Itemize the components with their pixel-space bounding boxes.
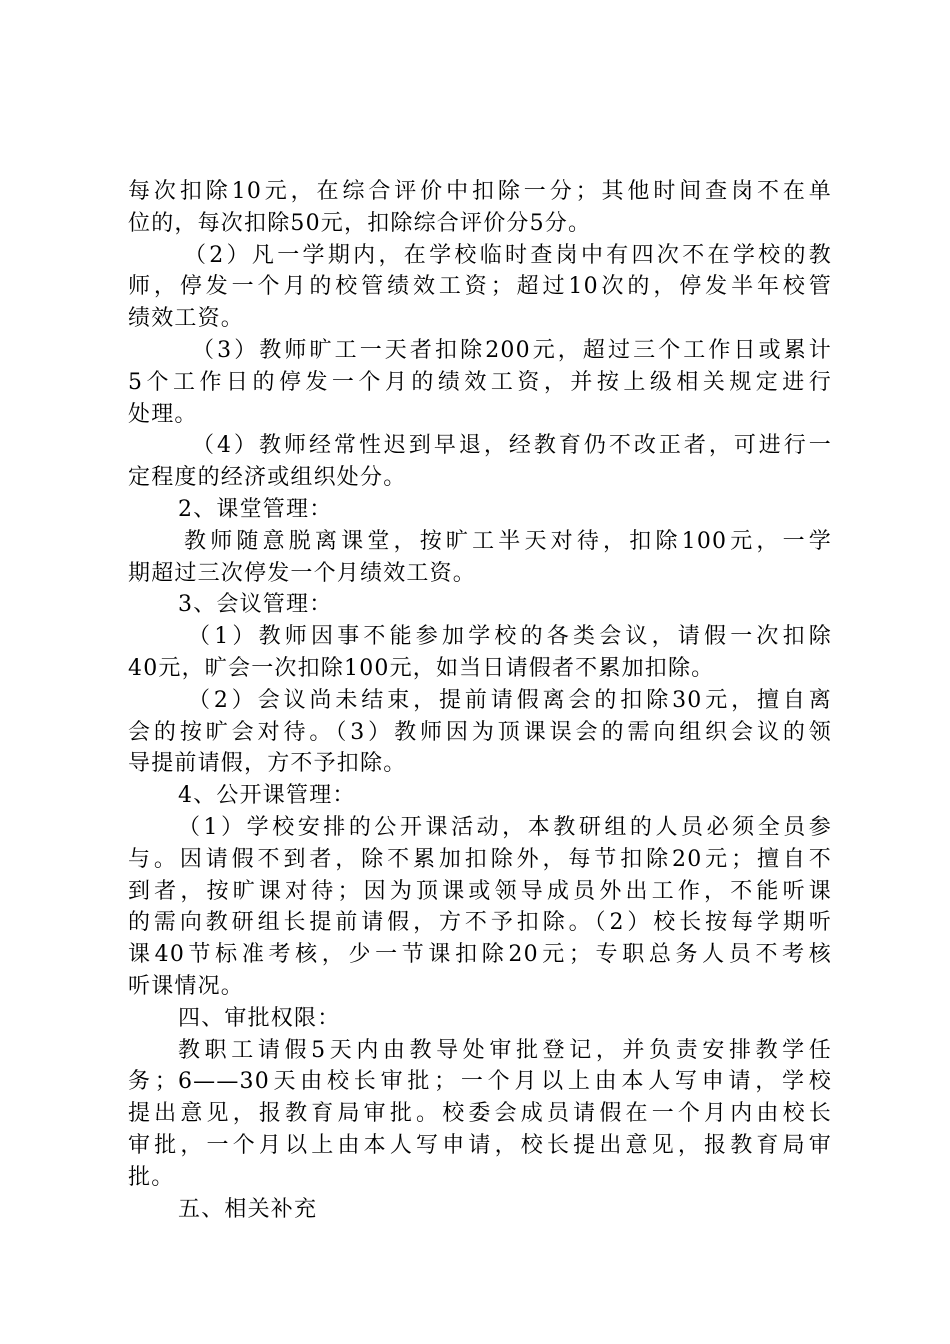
text-line: 位的，每次扣除50元，扣除综合评价分5分。 [128,210,592,236]
text-line: （1）学校安排的公开课活动，本教研组的人员必须全员参 [178,814,832,840]
text-line: 到者，按旷课对待；因为顶课或领导成员外出工作，不能听课 [128,878,832,904]
text-line: 务；6——30天由校长审批；一个月以上由本人写申请，学校 [128,1069,832,1095]
text-line: 与。因请假不到者，除不累加扣除外，每节扣除20元；擅自不 [128,846,832,872]
text-line: 定程度的经济或组织处分。 [128,465,407,491]
document-body [128,176,832,1225]
text-line: 教职工请假5天内由教导处审批登记，并负责安排教学任 [178,1037,832,1063]
text-line: （2）会议尚未结束，提前请假离会的扣除30元，擅自离 [188,687,832,713]
text-line: 批。 [128,1164,175,1190]
text-line: 提出意见，报教育局审批。校委会成员请假在一个月内由校长 [128,1101,832,1127]
section-heading: 四、审批权限： [178,1005,341,1031]
text-line: （1）教师因事不能参加学校的各类会议，请假一次扣除 [188,624,832,650]
text-line: （3）教师旷工一天者扣除200元，超过三个工作日或累计 [192,337,832,363]
text-line: 每次扣除10元，在综合评价中扣除一分；其他时间查岗不在单 [128,179,832,204]
text-line: 期超过三次停发一个月绩效工资。 [128,560,477,586]
text-line: （4）教师经常性迟到早退，经教育仍不改正者，可进行一 [192,433,832,459]
text-line: 听课情况。 [128,973,245,999]
text-line: 40元，旷会一次扣除100元，如当日请假者不累加扣除。 [128,655,715,681]
text-line: （2）凡一学期内，在学校临时查岗中有四次不在学校的教 [184,242,832,268]
section-heading: 五、相关补充 [178,1196,318,1222]
text-line: 处理。 [128,401,198,427]
section-heading: 2、课堂管理： [178,496,333,522]
text-line: 导提前请假，方不予扣除。 [128,751,407,777]
text-line: 师，停发一个月的校管绩效工资；超过10次的，停发半年校管 [128,274,832,300]
text-line: 绩效工资。 [128,306,245,332]
text-line: 会的按旷会对待。（3）教师因为顶课误会的需向组织会议的领 [128,719,832,745]
text-line: 的需向教研组长提前请假，方不予扣除。（2）校长按每学期听 [128,910,832,936]
text-line: 审批，一个月以上由本人写申请，校长提出意见，报教育局审 [128,1132,832,1158]
text-line: 5个工作日的停发一个月的绩效工资，并按上级相关规定进行 [128,369,832,395]
section-heading: 3、会议管理： [178,592,333,618]
text-line: 课40节标准考核，少一节课扣除20元；专职总务人员不考核 [128,942,832,968]
section-heading: 4、公开课管理： [178,783,356,809]
text-line: 教师随意脱离课堂，按旷工半天对待，扣除100元，一学 [184,528,832,554]
